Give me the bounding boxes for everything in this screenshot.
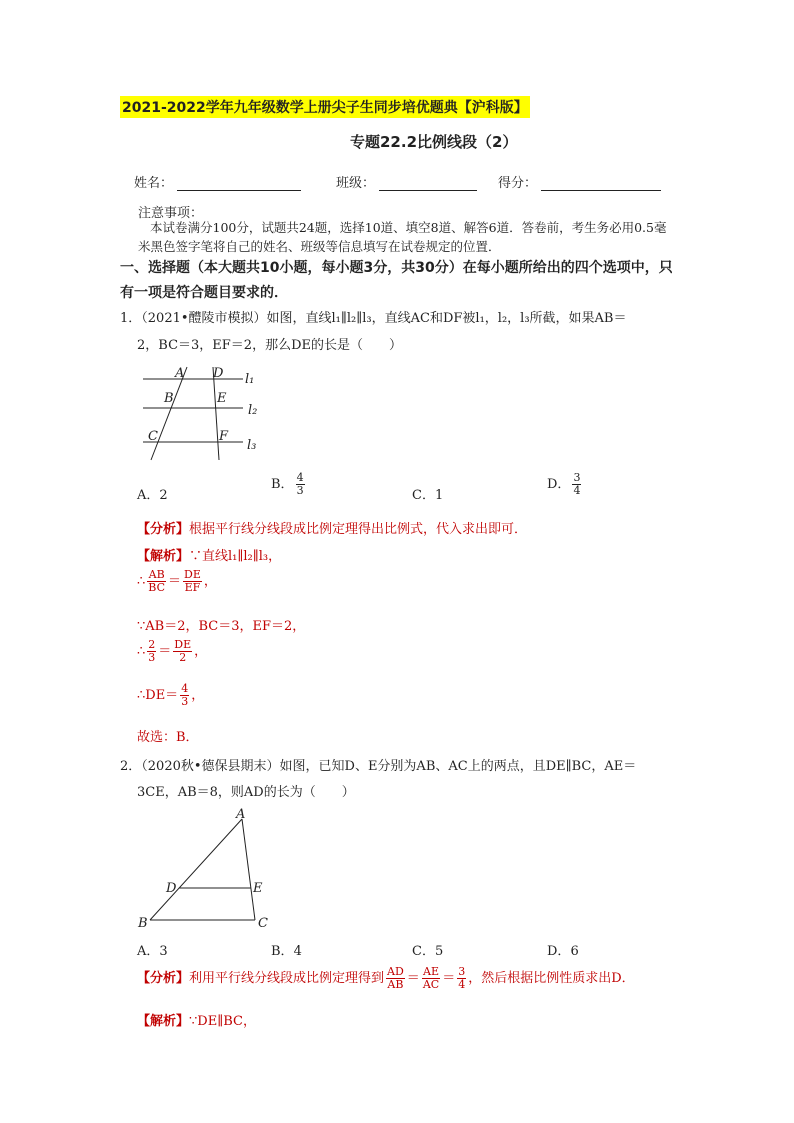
analysis-text: 根据平行线分线段成比例定理得出比例式，代入求出即可．	[189, 522, 528, 537]
side-AC	[242, 819, 255, 920]
q1-solution-line5: ∴DE＝ $\frac{4}{3}$ ，	[137, 682, 205, 708]
q1-option-d[interactable]	[547, 472, 583, 497]
solution-text: ∵DE∥BC，	[189, 1014, 256, 1029]
q2-option-c[interactable]	[412, 940, 443, 959]
name-field	[134, 172, 301, 191]
label-B: B	[164, 391, 174, 406]
label-A: A	[175, 366, 185, 381]
q1-line2: 2，BC＝3，EF＝2，那么DE的长是（ ）	[137, 338, 402, 353]
q1-solution-line4: ∴ $\frac{2}{3}$ ＝ $\frac{DE}{2}$ ，	[137, 638, 208, 664]
q2-line2: 3CE，AB＝8，则AD的长为（ ）	[137, 785, 355, 800]
q2-option-b[interactable]	[271, 940, 302, 959]
label-l1: l₁	[245, 372, 255, 387]
option-letter: B．	[271, 477, 294, 492]
option-value: 4	[293, 944, 302, 959]
solution-text: ∵直线l₁∥l₂∥l₃，	[189, 549, 282, 564]
label-F: F	[219, 429, 229, 444]
analysis-text: 利用平行线分线段成比例定理得到	[189, 971, 385, 986]
score-label: 得分：	[498, 176, 538, 191]
score-field	[498, 172, 661, 191]
q1-solution-line1	[137, 545, 281, 564]
q1-figure	[135, 362, 270, 462]
q2-option-a[interactable]	[137, 940, 168, 959]
option-letter: A．	[137, 944, 160, 959]
score-blank[interactable]	[541, 175, 661, 191]
label-A: A	[236, 807, 246, 822]
label-E: E	[217, 391, 227, 406]
label-C: C	[258, 916, 268, 931]
analysis-suffix: ，然后根据比例性质求出D．	[468, 971, 635, 986]
side-AB	[150, 819, 242, 920]
q2-option-d[interactable]	[547, 940, 579, 959]
q1-option-a[interactable]	[137, 484, 168, 503]
class-field	[336, 172, 477, 191]
class-blank[interactable]	[379, 175, 477, 191]
option-fraction: $\frac{3}{4}$	[573, 471, 581, 497]
label-l2: l₂	[248, 403, 258, 418]
option-value: 3	[159, 944, 168, 959]
series-title: 2021-2022学年九年级数学上册尖子生同步培优题典【沪科版】	[120, 96, 530, 118]
analysis-tag: 【分析】	[137, 971, 190, 986]
q2-analysis: 【分析】利用平行线分线段成比例定理得到 $\frac{AD}{AB}$ ＝ $\frac{AE}{AC}$ ＝ $\frac{3}{4}$ ，然后根据比例性质求出D．	[137, 965, 635, 991]
label-B: B	[138, 916, 148, 931]
label-D: D	[213, 366, 224, 381]
label-E: E	[253, 881, 263, 896]
label-l3: l₃	[247, 438, 257, 453]
q1-option-c[interactable]	[412, 484, 443, 503]
option-value: 2	[159, 488, 168, 503]
notice-title: 注意事项：	[138, 206, 204, 221]
q2-figure	[130, 806, 280, 931]
name-blank[interactable]	[177, 175, 301, 191]
solution-tag: 【解析】	[137, 549, 190, 564]
option-letter: A．	[137, 488, 160, 503]
q1-analysis	[137, 518, 527, 537]
analysis-tag: 【分析】	[137, 522, 190, 537]
q1-solution-line3: ∵AB＝2，BC＝3，EF＝2，	[137, 619, 306, 634]
q1-answer: 故选：B．	[137, 730, 199, 745]
option-value: 6	[570, 944, 579, 959]
option-letter: B．	[271, 944, 294, 959]
label-D: D	[166, 881, 177, 896]
option-value: 1	[434, 488, 444, 503]
q1-line1: 1．（2021•醴陵市模拟）如图，直线l₁∥l₂∥l₃，直线AC和DF被l₁，l₂，l₃所截，如果AB＝	[120, 311, 627, 326]
section-title: 一、选择题（本大题共10小题，每小题3分，共30分）在每小题所给出的四个选项中，只有一项是符合题目要求的．	[120, 260, 673, 301]
name-label: 姓名：	[134, 176, 174, 191]
topic-title: 专题22.2比例线段（2）	[350, 133, 518, 151]
q2-line1: 2．（2020秋•德保县期末）如图，已知D、E分别为AB、AC上的两点，且DE∥BC，AE＝	[120, 759, 637, 774]
q1-option-b[interactable]	[271, 472, 307, 497]
q2-solution-line1	[137, 1010, 256, 1029]
label-C: C	[148, 429, 158, 444]
option-letter: C．	[412, 488, 435, 503]
option-letter: D．	[547, 944, 571, 959]
option-letter: C．	[412, 944, 435, 959]
q1-solution-line2: ∴ $\frac{AB}{BC}$ ＝ $\frac{DE}{EF}$ ，	[137, 568, 217, 594]
notice-body: 本试卷满分100分，试题共24题，选择10道、填空8道、解答6道．答卷前，考生务必用0.5毫米黑色签字笔将自己的姓名、班级等信息填写在试卷规定的位置．	[138, 220, 667, 254]
option-letter: D．	[547, 477, 571, 492]
solution-tag: 【解析】	[137, 1014, 190, 1029]
class-label: 班级：	[336, 176, 376, 191]
option-value: 5	[434, 944, 444, 959]
option-fraction: $\frac{4}{3}$	[296, 471, 304, 497]
